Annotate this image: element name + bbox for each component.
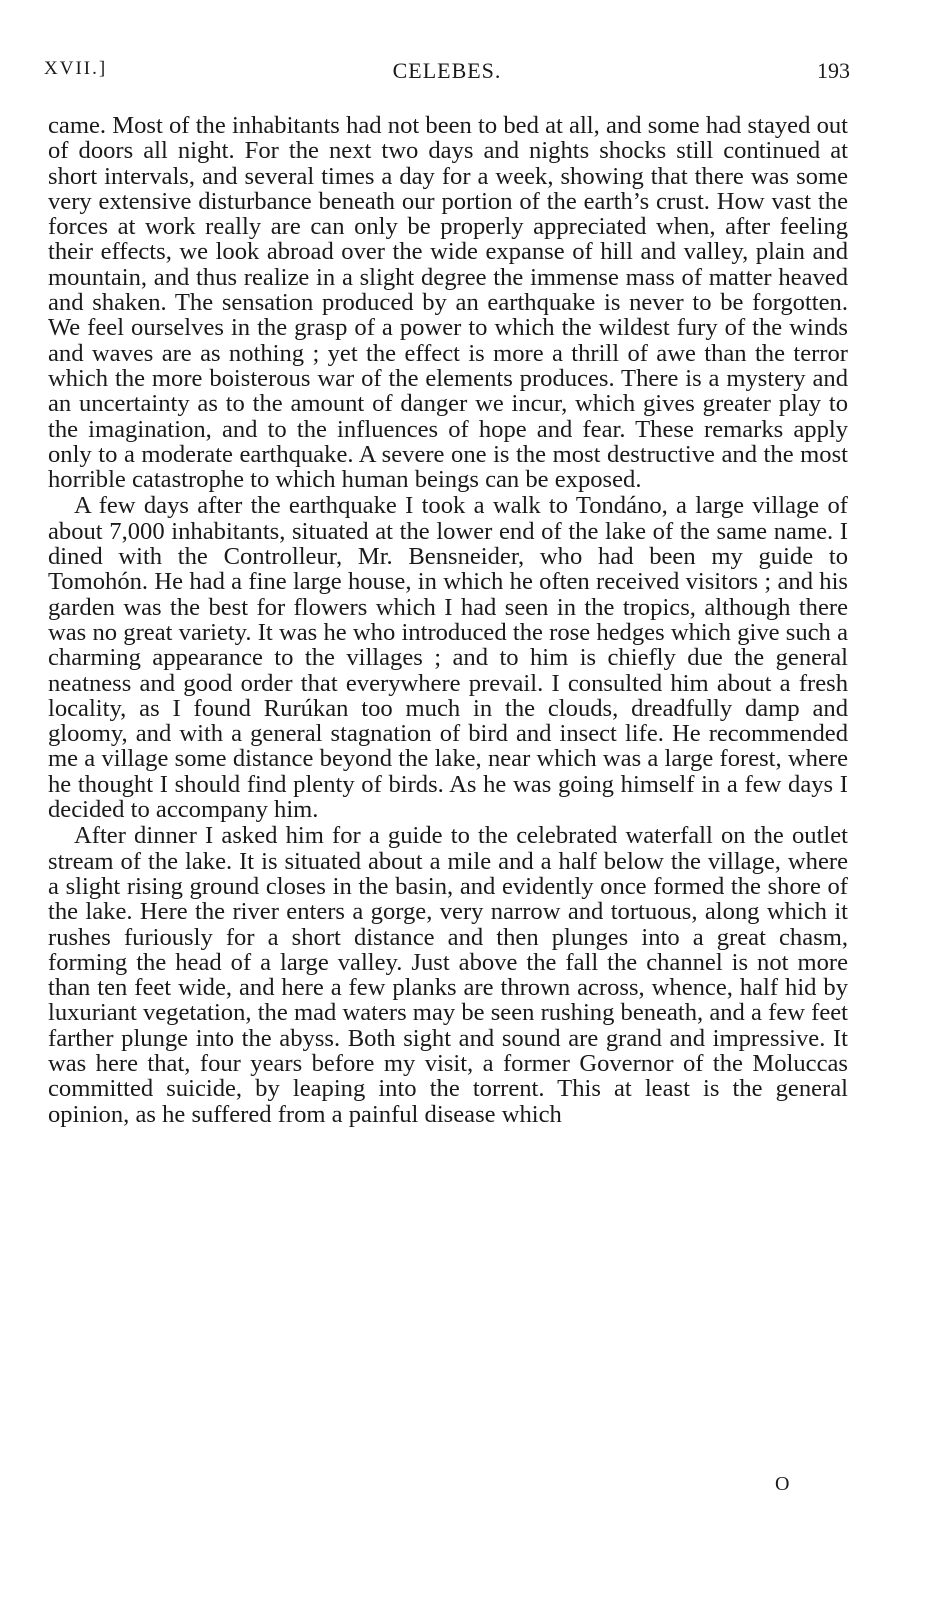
running-title: CELEBES.: [392, 58, 502, 83]
paragraph-continued: came. Most of the inhabitants had not been to bed at all, and some had stayed out of doors all night. For the next two days and nights shocks still continued at short intervals, and several times a day for a week, showing that there was some very extensive disturbance beneath our portion of the earth’s crust. How vast the forces at work really are can only be properly appreciated when, after feeling their effects, we look abroad over the wide expanse of hill and valley, plain and mountain, and thus realize in a slight degree the immense mass of matter heaved and shaken. The sensation produced by an earthquake is never to be forgotten. We feel ourselves in the grasp of a power to which the wildest fury of the winds and waves are as nothing ; yet the effect is more a thrill of awe than the terror which the more boisterous war of the elements produces. There is a mystery and an uncertainty as to the amount of danger we incur, which gives greater play to the imagination, and to the influences of hope and fear. These remarks apply only to a moderate earthquake. A severe one is the most destructive and the most horrible catastrophe to which human beings can be exposed.: [48, 112, 848, 494]
chapter-number: XVII.]: [44, 58, 108, 79]
paragraph-tondano-visit: A few days after the earthquake I took a walk to Tondáno, a large village of about 7,000 inhabitants, situated at the lower end of the lake of the same name. I dined with the Controlleur, Mr. Bensneider, who had been my guide to Tomohón. He had a fine large house, in which he often received visitors ; and his garden was the best for flowers which I had seen in the tropics, although there was no great variety. It was he who introduced the rose hedges which give such a charming appearance to the villages ; and to him is chiefly due the general neatness and good order that everywhere prevail. I consulted him about a fresh locality, as I found Rurúkan too much in the clouds, dreadfully damp and gloomy, and with a general stagnation of bird and insect life. He recommended me a village some distance beyond the lake, near which was a large forest, where he thought I should find plenty of birds. As he was going himself in a few days I decided to accompany him.: [48, 492, 848, 824]
paragraph-waterfall: After dinner I asked him for a guide to the celebrated waterfall on the outlet stream of the lake. It is situated about a mile and a half below the village, where a slight rising ground closes in the basin, and evidently once formed the shore of the lake. Here the river enters a gorge, very narrow and tortuous, along which it rushes furiously for a short distance and then plunges into a great chasm, forming the head of a large valley. Just above the fall the channel is not more than ten feet wide, and here a few planks are thrown across, whence, half hid by luxuriant vegetation, the mad waters may be seen rushing beneath, and a few feet farther plunge into the abyss. Both sight and sound are grand and impressive. It was here that, four years before my visit, a former Governor of the Moluccas committed suicide, by leaping into the torrent. This at least is the general opinion, as he suffered from a painful disease which: [48, 822, 848, 1128]
page-number: 193: [817, 58, 850, 83]
signature-mark: O: [775, 1473, 790, 1495]
running-header: [44, 58, 850, 84]
body-text: [48, 113, 848, 1127]
